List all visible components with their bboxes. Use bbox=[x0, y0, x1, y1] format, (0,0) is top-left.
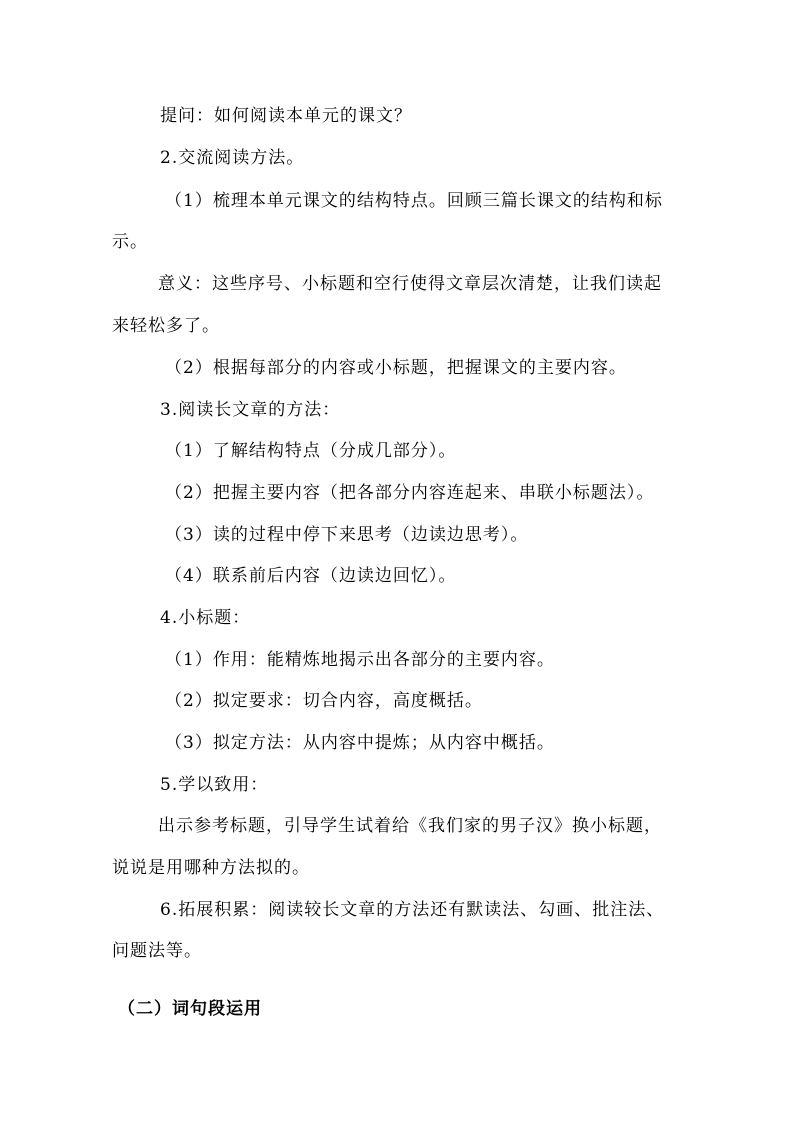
text-line-item-3: 3.阅读长文章的方法： bbox=[160, 400, 341, 420]
text-line-3-2: （2）把握主要内容（把各部分内容连起来、串联小标题法）。 bbox=[165, 483, 655, 503]
text-line-3-4: （4）联系前后内容（边读边回忆）。 bbox=[165, 566, 457, 586]
text-line-item-5: 5.学以致用： bbox=[160, 775, 269, 795]
text-line-item-4: 4.小标题： bbox=[160, 608, 251, 628]
text-line-3-1: （1）了解结构特点（分成几部分）。 bbox=[165, 441, 457, 461]
text-line-item-6-cont: 问题法等。 bbox=[112, 941, 202, 961]
text-line-item-6: 6.拓展积累：阅读较长文章的方法还有默读法、勾画、批注法、 bbox=[160, 900, 665, 920]
text-line-question: 提问：如何阅读本单元的课文？ bbox=[160, 106, 412, 126]
text-line-3-3: （3）读的过程中停下来思考（边读边思考）。 bbox=[165, 525, 529, 545]
text-line-item-2: 2.交流阅读方法。 bbox=[160, 148, 305, 168]
text-line-4-1: （1）作用：能精炼地揭示出各部分的主要内容。 bbox=[165, 650, 555, 670]
text-line-4-2: （2）拟定要求：切合内容，高度概括。 bbox=[165, 691, 483, 711]
text-line-4-3: （3）拟定方法：从内容中提炼；从内容中概括。 bbox=[165, 733, 555, 753]
text-line-2-2: （2）根据每部分的内容或小标题，把握课文的主要内容。 bbox=[165, 358, 627, 378]
section-heading: （二）词句段运用 bbox=[118, 999, 262, 1019]
text-line-meaning: 意义：这些序号、小标题和空行使得文章层次清楚，让我们读起 bbox=[158, 274, 662, 294]
text-line-2-1: （1）梳理本单元课文的结构特点。回顾三篇长课文的结构和标 bbox=[165, 191, 663, 211]
text-line-2-1-cont: 示。 bbox=[112, 232, 148, 252]
text-line-apply-cont: 说说是用哪种方法拟的。 bbox=[112, 858, 310, 878]
text-line-apply: 出示参考标题，引导学生试着给《我们家的男子汉》换小标题， bbox=[158, 816, 662, 836]
text-line-meaning-cont: 来轻松多了。 bbox=[112, 316, 220, 336]
